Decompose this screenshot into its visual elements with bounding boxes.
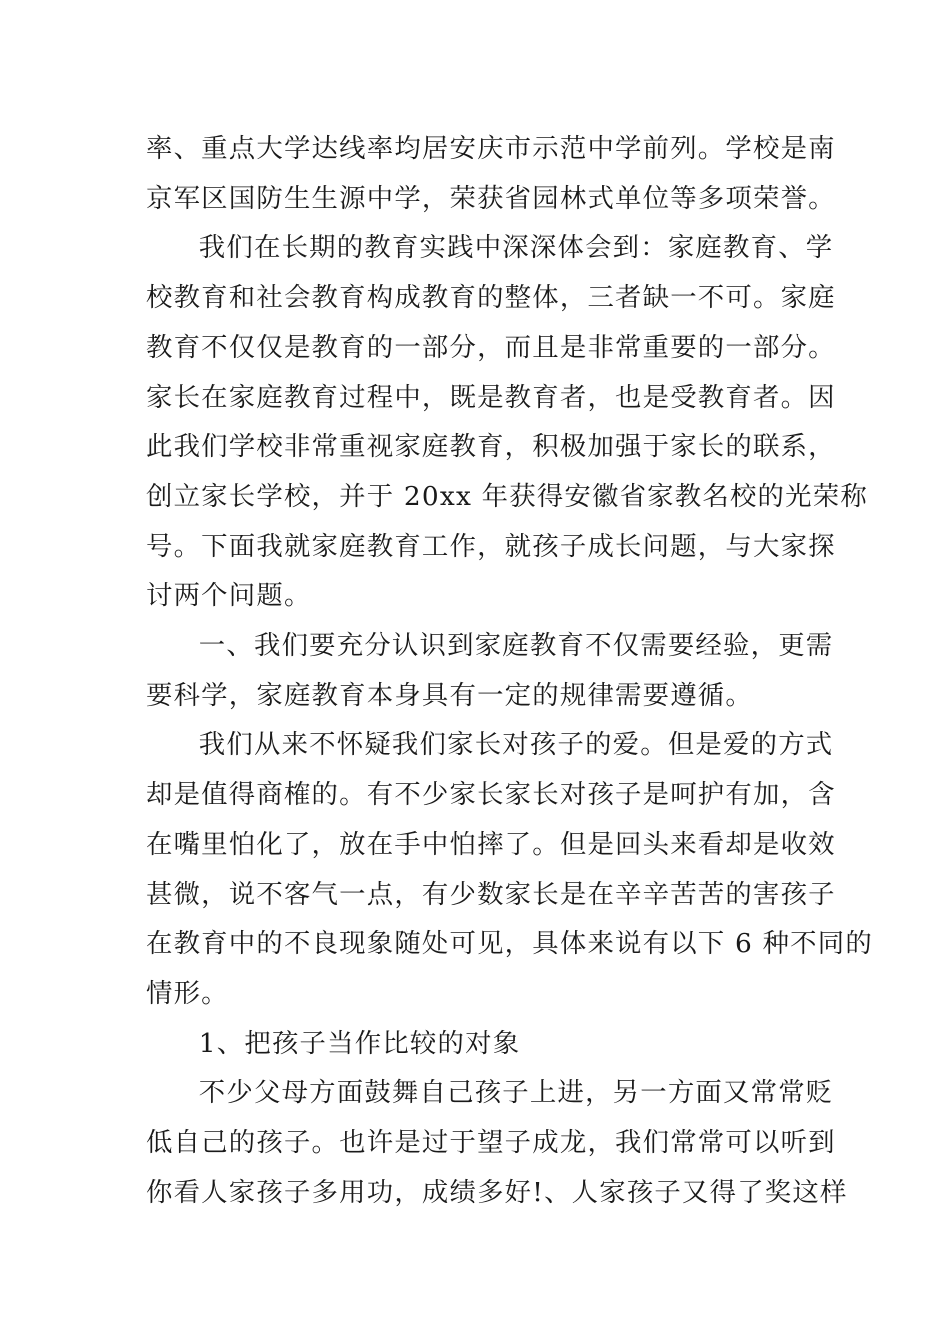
text-line: 我们从来不怀疑我们家长对孩子的爱。但是爱的方式 <box>198 729 834 761</box>
text-line: 京军区国防生生源中学，荣获省园林式单位等多项荣誉。 <box>146 182 836 214</box>
text-line: 校教育和社会教育构成教育的整体，三者缺一不可。家庭 <box>146 282 836 314</box>
paragraph-3 <box>146 621 834 720</box>
paragraph-6 <box>146 1068 848 1217</box>
text-line: 却是值得商榷的。有不少家长家长对孩子是呵护有加，含 <box>146 779 836 811</box>
text-line: 家长在家庭教育过程中，既是教育者，也是受教育者。因 <box>146 381 836 413</box>
text-line: 号。下面我就家庭教育工作，就孩子成长问题，与大家探 <box>146 530 836 562</box>
text-line: 在嘴里怕化了，放在手中怕摔了。但是回头来看却是收效 <box>146 828 836 860</box>
text-line: 率、重点大学达线率均居安庆市示范中学前列。学校是南 <box>146 133 836 164</box>
document-body <box>146 124 873 1217</box>
text-line: 一、我们要充分认识到家庭教育不仅需要经验，更需 <box>198 630 834 662</box>
text-line: 情形。 <box>146 977 229 1009</box>
text-line: 讨两个问题。 <box>146 580 312 612</box>
text-line: 教育不仅仅是教育的一部分，而且是非常重要的一部分。 <box>146 331 836 363</box>
section-heading: 1、把孩子当作比较的对象 <box>198 1027 521 1059</box>
paragraph-2 <box>146 223 868 621</box>
paragraph-1 <box>146 124 836 223</box>
text-line: 低自己的孩子。也许是过于望子成龙，我们常常可以听到 <box>146 1127 836 1159</box>
text-line: 此我们学校非常重视家庭教育，积极加强于家长的联系， <box>146 431 836 463</box>
text-line: 甚微，说不客气一点，有少数家长是在辛辛苦苦的害孩子 <box>146 878 836 910</box>
text-line: 创立家长学校，并于 20xx 年获得安徽省家教名校的光荣称 <box>146 480 868 512</box>
text-line: 你看人家孩子多用功，成绩多好!、人家孩子又得了奖这样 <box>146 1176 848 1208</box>
text-line: 不少父母方面鼓舞自己孩子上进，另一方面又常常贬 <box>198 1077 834 1109</box>
paragraph-4 <box>146 720 873 1018</box>
paragraph-5 <box>146 1019 808 1069</box>
text-line: 在教育中的不良现象随处可见，具体来说有以下 6 种不同的 <box>146 928 873 960</box>
text-line: 要科学，家庭教育本身具有一定的规律需要遵循。 <box>146 679 753 711</box>
text-line: 我们在长期的教育实践中深深体会到：家庭教育、学 <box>198 232 834 264</box>
